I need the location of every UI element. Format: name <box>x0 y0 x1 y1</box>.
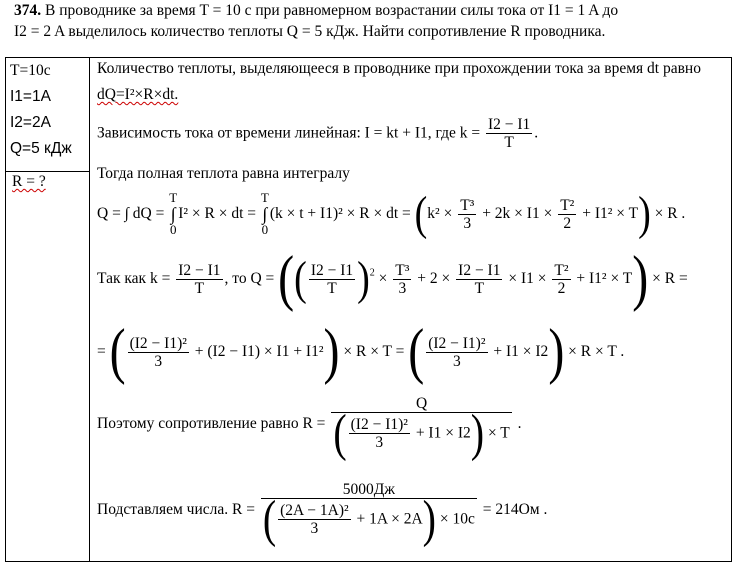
solution-line-3: Зависимость тока от времени линейная: I = kt + I1, где k = $\frac{I2 - I1}{T}$ . <box>97 116 539 151</box>
since-k-text: Так как k = <box>97 270 175 287</box>
k-fraction-2 <box>176 262 222 297</box>
then-q-text: , то Q = <box>224 270 279 287</box>
numeric-numerator: 5000Дж <box>261 481 477 499</box>
heat-element-formula: dQ=I²×R×dt. <box>97 86 179 103</box>
integrand-1: I² × R × dt = <box>178 205 260 222</box>
term-2k: + 2k × I1 × <box>478 205 557 222</box>
integral-equation: Q = ∫ dQ = T ∫ 0 I² × R × dt = T ∫ 0 (k × t + I1)² × R × dt = (k² × $\frac{\text{T³}}{3}$ + 2k × I1 × $\frac{\text{T²}}{2}$ + I1² × T) × R . <box>97 187 686 241</box>
frac-den: 3 <box>463 214 472 232</box>
given-current-end: I2=2A <box>10 114 51 131</box>
resistance-denominator: ( $\frac{\text{(I2 − I1)²}}{3}$ + I1 × I2) × T <box>333 403 510 462</box>
k-denominator: T <box>504 134 514 151</box>
problem-statement <box>14 0 730 42</box>
fraction-diff-squared-3-b <box>426 335 487 370</box>
plus-i1sq-t: + I1² × T <box>572 270 633 287</box>
solution-line-1: Количество теплоты, выделяющееся в проводнике при прохождении тока за время dt равно <box>97 60 701 77</box>
problem-text-line1: В проводнике за время T = 10 с при равномерном возрастании силы тока от I1 = 1 A до <box>41 2 619 19</box>
given-time: T=10c <box>10 62 51 79</box>
solution-table <box>5 57 732 562</box>
fraction-diff-squared-3 <box>128 335 189 370</box>
resistance-fraction <box>331 395 511 462</box>
k-fraction <box>486 116 532 151</box>
k-numerator: I2 − I1 <box>487 116 531 133</box>
frac-num: T² <box>560 196 575 214</box>
frac-den: 3 <box>310 519 319 537</box>
numeric-fraction <box>261 481 477 548</box>
frac-num: T³ <box>460 196 475 214</box>
times-10c: × 10c <box>435 510 475 528</box>
term-k2: k² × <box>427 205 457 222</box>
given-heat: Q=5 кДж <box>10 140 72 157</box>
frac-den: 3 <box>398 279 407 297</box>
solution-line-4: Тогда полная теплота равна интегралу <box>97 165 350 182</box>
integral-lhs: Q = ∫ dQ = <box>97 205 169 222</box>
resistance-numerator: Q <box>331 395 511 413</box>
fraction-t3-3-b <box>393 262 411 297</box>
problem-text-line2: I2 = 2 A выделилось количество теплоты Q = 5 кДж. Найти сопротивление R проводника. <box>14 23 606 40</box>
problem-number: 374. <box>14 2 42 19</box>
frac-den: 2 <box>557 279 566 297</box>
fraction-t2-2 <box>558 197 576 232</box>
final-result: = 214Ом . <box>478 501 548 518</box>
frac-num: I2 − I1 <box>178 261 221 279</box>
linear-current-text: Зависимость тока от времени линейная: I = kt + I1, где k = <box>97 124 484 142</box>
fraction-diff-over-t-2 <box>456 262 502 297</box>
numeric-denominator: ( $\frac{\text{(2A − 1A)²}}{3}$ + 1A × 2A) × 10c <box>262 489 475 548</box>
plus-i1-i2: + I1 × I2 <box>489 343 549 360</box>
fraction-diff-over-t <box>309 262 355 297</box>
term-i1sq: + I1² × T <box>578 205 639 222</box>
resistance-formula <box>97 395 522 462</box>
integral-lower-limit-2: 0 <box>261 222 269 237</box>
integrand-2: (k × t + I1)² × R × dt = <box>269 205 415 222</box>
resistance-text: Поэтому сопротивление равно R = <box>97 415 330 432</box>
times-r-equals: × R = <box>648 270 688 287</box>
frac-num: (I2 − I1)² <box>428 334 486 352</box>
plus-1a-2a: + 1A × 2A <box>352 510 423 528</box>
frac-num: T³ <box>395 261 410 279</box>
frac-den: T <box>327 279 337 297</box>
substitution-equation: Так как k = $\frac{I2 - I1}{T}$ , то Q = (( $\frac{I2 - I1}{T}$ )$^2$ × $\frac{\text{T³}}{3}$ + 2 × $\frac{I2 - I1}{T}$ × I1 × $\frac{\text{T²}}{2}$ + I1² × T) × R = <box>97 243 688 313</box>
equals-sign: = <box>97 343 110 360</box>
frac-num: (I2 − I1)² <box>350 415 408 433</box>
plus-i1-i2-2: + I1 × I2 <box>411 424 471 442</box>
plus-terms: + (I2 − I1) × I1 + I1² <box>190 343 324 360</box>
frac-num: (2A − 1A)² <box>280 501 349 519</box>
frac-den: 2 <box>563 214 572 232</box>
frac-den: T <box>474 279 485 297</box>
times-r-t-equals: × R × T = <box>339 343 409 360</box>
integral-result-tail: × R . <box>650 205 686 222</box>
numeric-inner-fraction <box>278 502 351 537</box>
frac-num: (I2 − I1)² <box>129 334 187 352</box>
plus-two-times: + 2 × <box>413 270 455 287</box>
frac-den: 3 <box>375 433 384 451</box>
definite-integral-2: T ∫ 0 <box>260 190 269 237</box>
solution-line-2 <box>97 85 178 105</box>
frac-den: 3 <box>452 352 461 370</box>
integral-lower-limit: 0 <box>169 222 177 237</box>
frac-num: I2 − I1 <box>458 261 501 279</box>
integral-upper-limit: T <box>169 190 178 205</box>
fraction-t2-2-b <box>552 262 570 297</box>
column-divider <box>89 58 90 561</box>
given-column <box>10 58 88 162</box>
times-i1: × I1 × <box>504 270 551 287</box>
times-r-t-end: × R × T . <box>564 343 625 360</box>
frac-den: T <box>194 279 205 297</box>
times-t: × T <box>484 424 510 442</box>
frac-num: T² <box>554 261 569 279</box>
substitute-text: Подставляем числа. R = <box>97 501 259 518</box>
frac-num: I2 − I1 <box>310 261 354 279</box>
inner-fraction <box>349 416 410 451</box>
integral-upper-limit-2: T <box>260 190 269 205</box>
find-value: R = ? <box>12 173 46 190</box>
numeric-substitution <box>97 481 548 548</box>
given-current-start: I1=1A <box>10 88 51 105</box>
times-sign: × <box>374 270 392 287</box>
definite-integral-1: T ∫ 0 <box>169 190 178 237</box>
fraction-t3-3 <box>458 197 476 232</box>
simplified-equation: = ( $\frac{\text{(I2 − I1)²}}{3}$ + (I2 − I1) × I1 + I1²) × R × T = ( $\frac{\text{(I2 − I1)²}}{3}$ + I1 × I2) × R × T . <box>97 316 625 386</box>
period: . <box>513 415 522 432</box>
frac-den: 3 <box>154 352 163 370</box>
